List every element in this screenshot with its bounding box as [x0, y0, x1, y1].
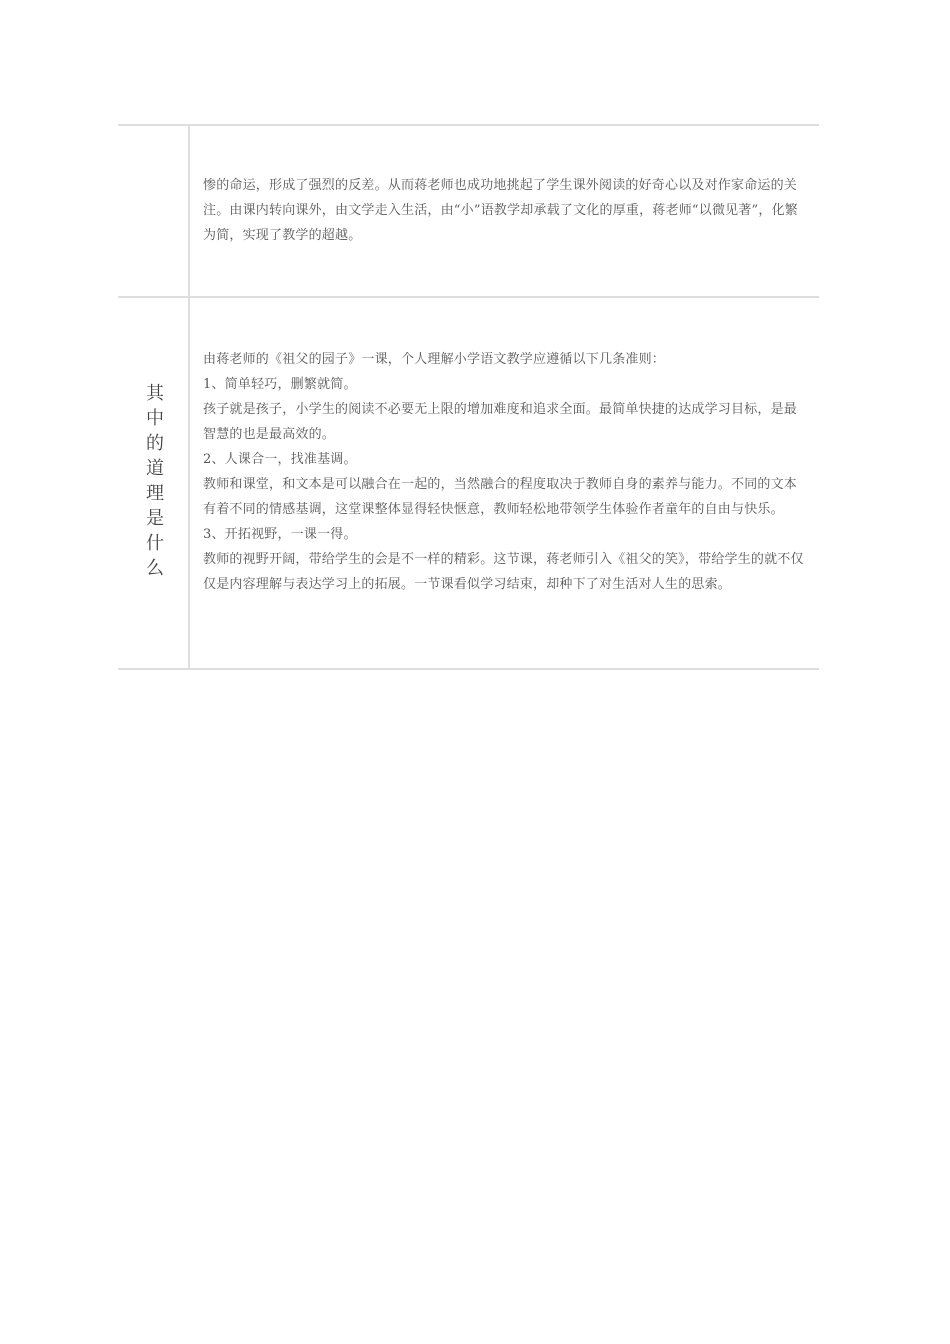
row-content-cell — [190, 126, 819, 296]
table-row — [118, 124, 819, 296]
paragraph: 教师的视野开阔，带给学生的会是不一样的精彩。这节课，蒋老师引入《祖父的笑》，带给学生的就不仅仅是内容理解与表达学习上的拓展。一节课看似学习结束，却种下了对生活对人生的思索。 — [203, 552, 804, 592]
principle-heading: 2、人课合一，找准基调。 — [203, 452, 357, 467]
principle-heading: 1、简单轻巧，删繁就简。 — [203, 377, 357, 392]
paragraph: 教师和课堂，和文本是可以融合在一起的，当然融合的程度取决于教师自身的素养与能力。不同的文本有着不同的情感基调，这堂课整体显得轻快惬意，教师轻松地带领学生体验作者童年的自由与快乐。 — [203, 477, 798, 517]
paragraph: 惨的命运，形成了强烈的反差。从而蒋老师也成功地挑起了学生课外阅读的好奇心以及对作家命运的关注。由课内转向课外，由文学走入生活，由“小”语教学却承载了文化的厚重，蒋老师“以微见著”，化繁为简，实现了教学的超越。 — [203, 178, 798, 243]
table-row — [118, 296, 819, 670]
row-label-cell — [118, 298, 190, 668]
row-label: 其中的道理是什么 — [143, 383, 164, 583]
paragraph: 孩子就是孩子，小学生的阅读不必要无上限的增加难度和追求全面。最简单快捷的达成学习目标，是最智慧的也是最高效的。 — [203, 402, 798, 442]
reflection-table — [118, 124, 819, 670]
principle-heading: 3、开拓视野，一课一得。 — [203, 527, 357, 542]
row-label-cell — [118, 126, 190, 296]
intro-paragraph: 由蒋老师的《祖父的园子》一课，个人理解小学语文教学应遵循以下几条准则： — [203, 352, 666, 367]
row-content-cell — [190, 298, 819, 668]
